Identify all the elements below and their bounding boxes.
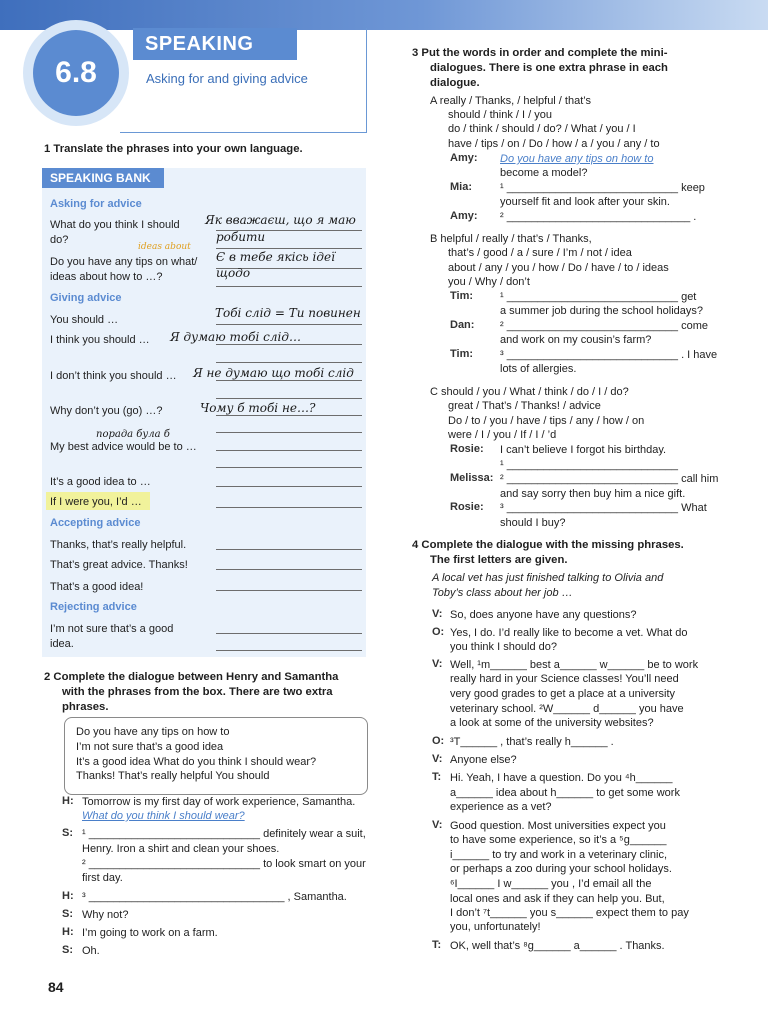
speaker: O:: [432, 626, 445, 638]
dialogue-line: ¹ ____________________________: [500, 459, 679, 471]
dialogue-line: ² ____________________________ call him: [500, 473, 719, 485]
dialogue-line: i______ to try and work in a veterinary clinic,: [450, 849, 668, 861]
dialogue-line: Anyone else?: [450, 754, 517, 766]
speaker: Mia:: [450, 181, 472, 193]
asking-title: Asking for advice: [50, 198, 142, 210]
words: A really / Thanks, / helpful / that’s: [430, 95, 592, 107]
words: great / That’s / Thanks! / advice: [448, 400, 601, 412]
phrase: If I were you, I’d …: [50, 496, 142, 508]
question-2-line: phrases.: [62, 701, 109, 713]
dialogue-line: ³ ____________________________ . I have: [500, 349, 718, 361]
dialogue-line: Oh.: [82, 945, 100, 957]
dialogue-line: Yes, I do. I’d really like to become a vet. What do: [450, 627, 688, 639]
answer-line: [216, 380, 362, 381]
words: were / I / you / If / I / ’d: [448, 429, 557, 441]
answer-line: [216, 590, 362, 591]
speaker: S:: [62, 908, 73, 920]
question-2-line: with the phrases from the box. There are two extra: [62, 686, 333, 698]
handwritten-note: Як вважаєш, що я маю: [205, 213, 356, 227]
answer-line: [216, 344, 362, 345]
answer-line: [216, 549, 362, 550]
answer-line: [216, 467, 362, 468]
speaker: Amy:: [450, 210, 478, 222]
dialogue-line: I’m going to work on a farm.: [82, 927, 218, 939]
handwritten-note: порада була б: [96, 429, 170, 440]
dialogue-line: become a model?: [500, 167, 588, 179]
dialogue-answer: What do you think I should wear?: [82, 810, 245, 822]
speaker: O:: [432, 735, 445, 747]
dialogue-line: really hard in your Science classes! You’ll need: [450, 673, 679, 685]
dialogue-line: So, does anyone have any questions?: [450, 609, 637, 621]
answer-line: [216, 362, 362, 363]
rejecting-title: Rejecting advice: [50, 601, 137, 613]
handwritten-note: Є в тебе якісь ідеї: [216, 250, 335, 264]
phrase: What do you think I should: [50, 219, 180, 231]
box-phrase: Do you have any tips on how to: [76, 726, 230, 738]
dialogue-line: ³T______ , that’s really h______ .: [450, 736, 614, 748]
dialogue-line: ¹ ____________________________ keep: [500, 182, 705, 194]
phrase: do?: [50, 234, 69, 246]
phrase: I think you should …: [50, 334, 150, 346]
dialogue-line: ² ____________________________ to look smart on your: [82, 858, 366, 870]
words: that’s / good / a / sure / I’m / not / idea: [448, 247, 632, 259]
phrase: Why don’t you (go) …?: [50, 405, 163, 417]
dialogue-line: ¹ ____________________________ definitely wear a suit,: [82, 828, 366, 840]
accepting-title: Accepting advice: [50, 517, 141, 529]
answer-line: [216, 633, 362, 634]
dialogue-line: ⁶I______ I w______ you , I’d email all the: [450, 878, 652, 890]
phrase: I don’t think you should …: [50, 370, 177, 382]
unit-badge: 6.8: [33, 30, 119, 116]
speaker: Rosie:: [450, 501, 484, 513]
dialogue-line: Tomorrow is my first day of work experience, Samantha.: [82, 796, 356, 808]
words: should / think / I / you: [448, 109, 552, 121]
dialogue-line: ¹ ____________________________ get: [500, 291, 697, 303]
dialogue-line: you, unfortunately!: [450, 921, 541, 933]
dialogue-line: Why not?: [82, 909, 129, 921]
answer-line: [216, 248, 362, 249]
page-title: SPEAKING: [133, 28, 297, 60]
dialogue-line: Hi. Yeah, I have a question. Do you ⁴h______: [450, 772, 673, 784]
speaker: Dan:: [450, 319, 475, 331]
dialogue-line: ² ____________________________ come: [500, 320, 708, 332]
words: have / tips / on / Do / how / a / you / any / to: [448, 138, 660, 150]
dialogue-line: should I buy?: [500, 517, 566, 529]
dialogue-line: and work on my cousin’s farm?: [500, 334, 652, 346]
dialogue-line: a summer job during the school holidays?: [500, 305, 704, 317]
phrase: idea.: [50, 638, 74, 650]
words: about / any / you / how / Do / have / to / ideas: [448, 262, 669, 274]
phrase: You should …: [50, 314, 119, 326]
phrase: That’s great advice. Thanks!: [50, 559, 188, 571]
dialogue-line: ² ______________________________ .: [500, 211, 697, 223]
dialogue-line: ³ ____________________________ What: [500, 502, 707, 514]
page-number: 84: [48, 979, 64, 995]
dialogue-line: Good question. Most universities expect you: [450, 820, 666, 832]
phrase: It’s a good idea to …: [50, 476, 151, 488]
dialogue-line: yourself fit and look after your skin.: [500, 196, 670, 208]
words: you / Why / don’t: [448, 276, 530, 288]
answer-line: [216, 486, 362, 487]
answer-line: [216, 650, 362, 651]
dialogue-answer: Do you have any tips on how to: [500, 153, 654, 165]
question-3-line: dialogue.: [430, 77, 480, 89]
words: Do / to / you / have / tips / any / how / on: [448, 415, 645, 427]
speaker: Melissa:: [450, 472, 494, 484]
dialogue-line: OK, well that’s ⁸g______ a______ . Thanks.: [450, 940, 665, 952]
top-color-bar: [0, 0, 768, 30]
speaker: H:: [62, 926, 74, 938]
handwritten-note: щодо: [216, 266, 251, 280]
dialogue-line: veterinary school. ²W______ d______ you have: [450, 703, 684, 715]
handwritten-note: ideas about: [138, 242, 191, 252]
dialogue-line: and say sorry then buy him a nice gift.: [500, 488, 686, 500]
question-3-line: 3 Put the words in order and complete the mini-: [412, 47, 668, 59]
speaker: H:: [62, 795, 74, 807]
dialogue-line: very good grades to get a place at a university: [450, 688, 676, 700]
speaker: T:: [432, 939, 442, 951]
dialogue-line: local ones and ask if they can help you. But,: [450, 893, 665, 905]
phrase: That’s a good idea!: [50, 581, 144, 593]
phrase: ideas about how to …?: [50, 271, 163, 283]
speaker: S:: [62, 944, 73, 956]
dialogue-line: I don’t ⁷t______ you s______ expect them to pay: [450, 907, 689, 919]
handwritten-note: робити: [216, 230, 266, 244]
words: do / think / should / do? / What / you / I: [448, 123, 636, 135]
dialogue-line: first day.: [82, 872, 123, 884]
question-4-line: 4 Complete the dialogue with the missing phrases.: [412, 539, 684, 551]
speaker: Amy:: [450, 152, 478, 164]
answer-line: [216, 432, 362, 433]
answer-line: [216, 415, 362, 416]
dialogue-line: Henry. Iron a shirt and clean your shoes.: [82, 843, 280, 855]
dialogue-line: a look at some of the university websites?: [450, 717, 654, 729]
dialogue-line: to have some experience, so it’s a ⁵g______: [450, 834, 667, 846]
speaker: H:: [62, 890, 74, 902]
question-2-line: 2 Complete the dialogue between Henry and Samantha: [44, 671, 339, 683]
phrase: Do you have any tips on what/: [50, 256, 198, 268]
speaking-bank-title: SPEAKING BANK: [42, 168, 164, 188]
speaker: Tim:: [450, 290, 474, 302]
intro-line: A local vet has just finished talking to Olivia and: [432, 572, 664, 584]
speaker: Rosie:: [450, 443, 484, 455]
intro-line: Toby’s class about her job …: [432, 587, 573, 599]
handwritten-note: Тобі слід = Ти повинен: [215, 306, 361, 320]
phrase: My best advice would be to …: [50, 441, 197, 453]
question-3-line: dialogues. There is one extra phrase in each: [430, 62, 668, 74]
answer-line: [216, 450, 362, 451]
words: B helpful / really / that’s / Thanks,: [430, 233, 592, 245]
phrase: Thanks, that’s really helpful.: [50, 539, 187, 551]
speaker: T:: [432, 771, 442, 783]
speaker: V:: [432, 753, 443, 765]
answer-line: [216, 398, 362, 399]
dialogue-line: you think I should do?: [450, 641, 558, 653]
handwritten-note: Чому б тобі не…?: [200, 401, 316, 415]
question-1: 1 Translate the phrases into your own language.: [44, 143, 303, 155]
words: C should / you / What / think / do / I / do?: [430, 386, 629, 398]
handwritten-note: Я думаю тобі слід…: [170, 330, 301, 344]
dialogue-line: experience as a vet?: [450, 801, 552, 813]
answer-line: [216, 507, 362, 508]
speaker: S:: [62, 827, 73, 839]
question-4-line: The first letters are given.: [430, 554, 568, 566]
dialogue-line: or perhaps a zoo during your school holidays.: [450, 863, 672, 875]
dialogue-line: lots of allergies.: [500, 363, 577, 375]
phrase: I’m not sure that’s a good: [50, 623, 174, 635]
speaker: V:: [432, 608, 443, 620]
dialogue-line: I can’t believe I forgot his birthday.: [500, 444, 667, 456]
speaker: Tim:: [450, 348, 474, 360]
giving-title: Giving advice: [50, 292, 122, 304]
answer-line: [216, 324, 362, 325]
box-phrase: Thanks! That’s really helpful You should: [76, 770, 270, 782]
dialogue-line: Well, ¹m______ best a______ w______ be to work: [450, 659, 699, 671]
speaker: V:: [432, 819, 443, 831]
dialogue-line: a______ idea about h______ to get some work: [450, 787, 680, 799]
page-subtitle: Asking for and giving advice: [146, 71, 308, 86]
box-phrase: It’s a good idea What do you think I should wear?: [76, 756, 317, 768]
dialogue-line: ³ ________________________________ , Samantha.: [82, 891, 347, 903]
speaker: V:: [432, 658, 443, 670]
answer-line: [216, 569, 362, 570]
answer-line: [216, 286, 362, 287]
handwritten-note: Я не думаю що тобі слід: [193, 366, 354, 380]
box-phrase: I’m not sure that’s a good idea: [76, 741, 224, 753]
